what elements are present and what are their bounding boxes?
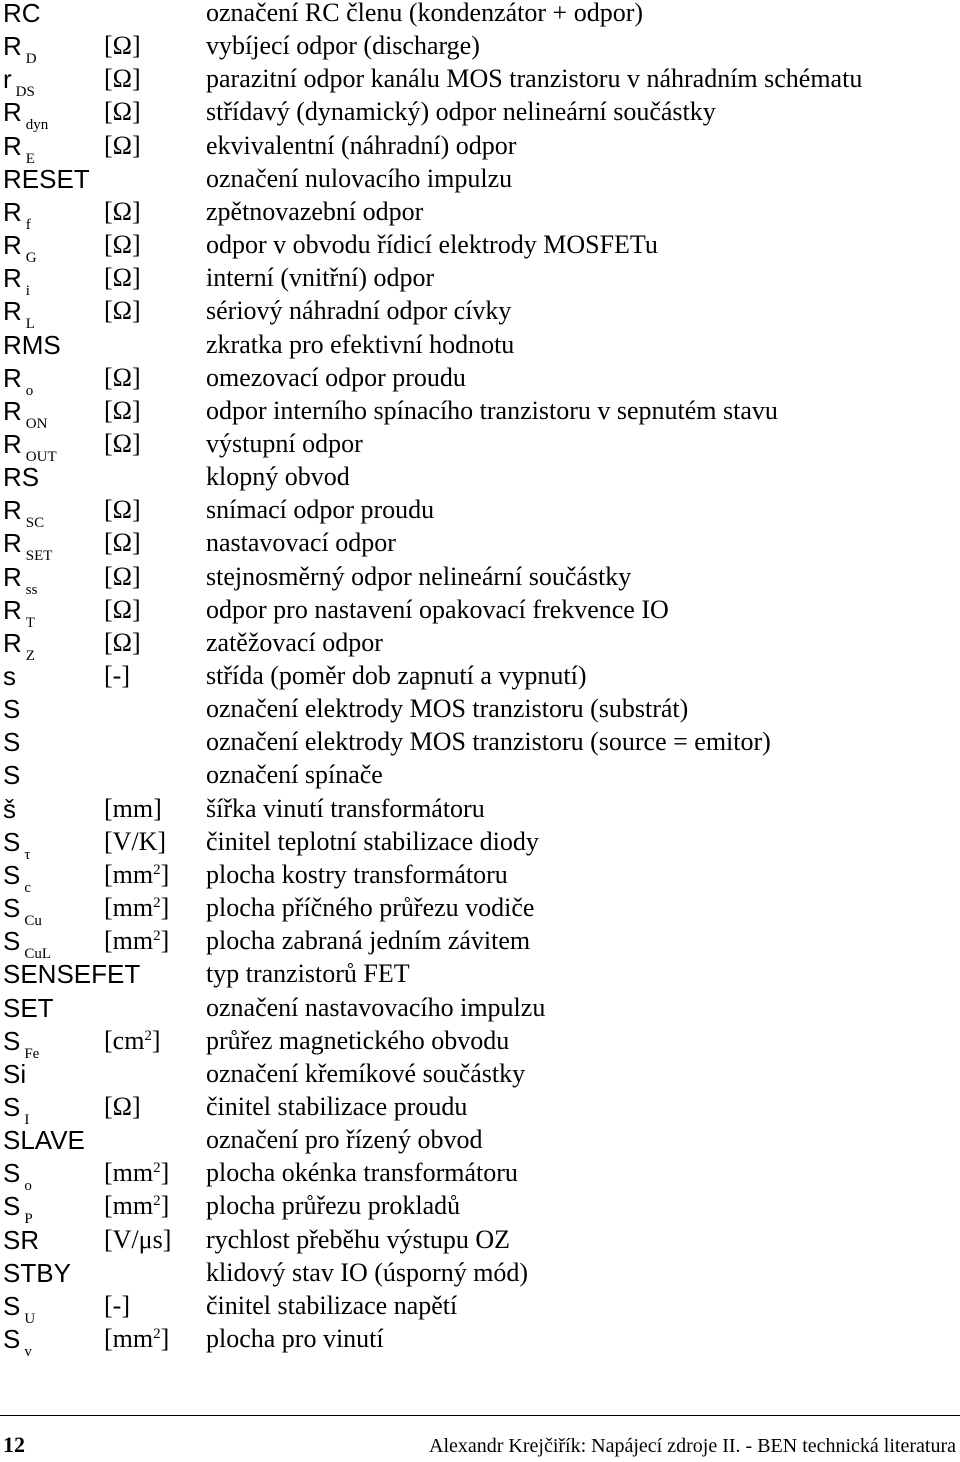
unit-text: [Ω] bbox=[104, 627, 141, 657]
symbol-letter: S bbox=[3, 859, 21, 890]
unit-text: [mm bbox=[104, 926, 154, 956]
symbol-row bbox=[0, 961, 960, 994]
unit bbox=[104, 232, 141, 258]
description: zpětnovazební odpor bbox=[206, 196, 424, 226]
symbol-subscript: SC bbox=[25, 515, 45, 532]
symbol-row bbox=[0, 298, 960, 331]
symbol-row bbox=[0, 992, 960, 1028]
unit-bracket-close: ] bbox=[160, 859, 170, 889]
symbol bbox=[3, 196, 31, 233]
unit bbox=[104, 594, 141, 624]
symbol-row bbox=[0, 99, 960, 132]
symbol bbox=[3, 97, 49, 134]
description: označení elektrody MOS tranzistoru (source = emitor) bbox=[206, 727, 771, 757]
unit bbox=[104, 1025, 161, 1058]
unit bbox=[104, 530, 141, 556]
symbol bbox=[3, 296, 35, 333]
symbol-row bbox=[0, 1160, 960, 1193]
description: stejnosměrný odpor nelineární součástky bbox=[206, 561, 632, 591]
unit-text: [Ω] bbox=[104, 130, 141, 160]
symbol-row bbox=[0, 130, 960, 167]
symbol-subscript: dyn bbox=[25, 117, 49, 134]
symbol-row bbox=[0, 895, 960, 928]
symbol bbox=[3, 1290, 36, 1327]
description: typ tranzistorů FET bbox=[206, 959, 410, 989]
symbol-row bbox=[0, 232, 960, 265]
footer-credit: Alexandr Krejčiřík: Napájecí zdroje II. - BEN technická literatura bbox=[429, 1435, 956, 1457]
unit-bracket-close: ] bbox=[160, 1158, 170, 1188]
symbol-letter: R bbox=[3, 130, 22, 161]
symbol-subscript: Z bbox=[25, 647, 35, 664]
unit bbox=[104, 428, 141, 458]
unit-superscript: 2 bbox=[153, 928, 161, 945]
description: interní (vnitřní) odpor bbox=[206, 263, 435, 293]
unit bbox=[104, 362, 141, 392]
symbol bbox=[3, 826, 31, 863]
symbol-letter: SLAVE bbox=[3, 1125, 85, 1156]
symbol-row bbox=[0, 1257, 960, 1293]
symbol-row bbox=[0, 0, 960, 33]
symbol-row bbox=[0, 1224, 960, 1260]
symbol-letter: S bbox=[3, 1091, 21, 1122]
unit-text: [V/K] bbox=[104, 826, 167, 856]
symbol-letter: RS bbox=[3, 462, 40, 493]
description: označení elektrody MOS tranzistoru (substrát) bbox=[206, 694, 689, 724]
description: plocha kostry transformátoru bbox=[206, 859, 508, 889]
description: průřez magnetického obvodu bbox=[206, 1025, 510, 1055]
unit-text: [Ω] bbox=[104, 428, 141, 458]
unit bbox=[104, 1160, 169, 1190]
description: odpor pro nastavení opakovací frekvence IO bbox=[206, 594, 669, 624]
symbol-letter: S bbox=[3, 826, 21, 857]
unit bbox=[104, 859, 170, 892]
symbol-row bbox=[0, 859, 960, 896]
unit-text: [cm bbox=[104, 1025, 145, 1055]
description: označení křemíkové součástky bbox=[206, 1058, 526, 1088]
description: odpor v obvodu řídicí elektrody MOSFETu bbox=[206, 230, 658, 260]
symbol-letter: RMS bbox=[3, 329, 61, 360]
description: označení RC členu (kondenzátor + odpor) bbox=[206, 0, 644, 27]
unit-text: [mm bbox=[104, 859, 154, 889]
unit-text: [Ω] bbox=[104, 561, 141, 591]
description: označení pro řízený obvod bbox=[206, 1125, 483, 1155]
symbol bbox=[3, 528, 53, 565]
unit-text: [Ω] bbox=[104, 263, 141, 293]
symbol-row bbox=[0, 1058, 960, 1094]
description: činitel stabilizace proudu bbox=[206, 1091, 468, 1121]
symbol-row bbox=[0, 530, 960, 563]
symbol bbox=[3, 1025, 40, 1062]
description: klidový stav IO (úsporný mód) bbox=[206, 1257, 529, 1287]
symbol-letter: s bbox=[3, 661, 16, 691]
description: označení spínače bbox=[206, 760, 383, 790]
unit-superscript: 2 bbox=[144, 1027, 152, 1044]
symbol-subscript: o bbox=[25, 382, 34, 399]
unit bbox=[104, 793, 162, 823]
symbol bbox=[3, 263, 30, 300]
unit-text: [mm] bbox=[104, 793, 162, 823]
symbol-row bbox=[0, 1326, 960, 1359]
symbol-subscript: CuL bbox=[24, 946, 52, 963]
symbol-row bbox=[0, 1127, 960, 1160]
unit-superscript: 2 bbox=[153, 861, 161, 878]
unit-bracket-close: ] bbox=[151, 1025, 161, 1055]
symbol bbox=[3, 395, 48, 432]
page-number: 12 bbox=[3, 1432, 25, 1457]
symbol-subscript: o bbox=[24, 1178, 32, 1195]
symbol-letter: RESET bbox=[3, 163, 90, 194]
unit-superscript: 2 bbox=[153, 1326, 161, 1342]
unit bbox=[104, 663, 130, 689]
unit bbox=[104, 395, 141, 425]
description: plocha průřezu prokladů bbox=[206, 1191, 461, 1221]
unit bbox=[104, 1091, 141, 1121]
unit-bracket-close: ] bbox=[160, 893, 170, 923]
symbol bbox=[3, 760, 21, 791]
symbol-letter: R bbox=[3, 528, 22, 559]
symbol-row bbox=[0, 762, 960, 795]
symbol bbox=[3, 462, 40, 493]
unit bbox=[104, 1326, 169, 1356]
symbol bbox=[3, 1257, 71, 1288]
unit bbox=[104, 1224, 172, 1254]
symbol-letter: R bbox=[3, 263, 22, 294]
symbol bbox=[3, 959, 141, 990]
unit-text: [Ω] bbox=[104, 362, 141, 392]
symbol-row bbox=[0, 395, 960, 432]
symbol-letter: S bbox=[3, 926, 21, 957]
description: plocha okénka transformátoru bbox=[206, 1158, 518, 1188]
symbol-row bbox=[0, 1025, 960, 1062]
unit-text: [-] bbox=[104, 661, 130, 690]
symbol-letter: R bbox=[3, 296, 22, 327]
unit-text: [mm bbox=[104, 1324, 154, 1353]
symbol bbox=[3, 1158, 32, 1195]
symbol-subscript: T bbox=[25, 614, 35, 631]
symbol-row bbox=[0, 464, 960, 497]
unit-superscript: 2 bbox=[153, 1193, 161, 1210]
symbol bbox=[3, 992, 54, 1023]
symbol-letter: S bbox=[3, 760, 21, 791]
symbol-letter: R bbox=[3, 362, 22, 393]
description: ekvivalentní (náhradní) odpor bbox=[206, 130, 517, 160]
symbol-letter: S bbox=[3, 1324, 21, 1354]
unit-text: [mm bbox=[104, 1191, 154, 1221]
symbol bbox=[3, 130, 35, 167]
symbol-letter: S bbox=[3, 1290, 21, 1321]
description: plocha zabraná jedním závitem bbox=[206, 926, 531, 956]
symbol-letter: SET bbox=[3, 992, 54, 1023]
unit bbox=[104, 497, 141, 523]
symbol-subscript: ss bbox=[25, 581, 38, 598]
symbol-subscript: DS bbox=[15, 84, 35, 101]
symbol bbox=[3, 362, 34, 399]
description: parazitní odpor kanálu MOS tranzistoru v náhradním schématu bbox=[206, 64, 863, 94]
description: snímací odpor proudu bbox=[206, 495, 435, 525]
unit-text: [Ω] bbox=[104, 296, 141, 326]
unit-text: [Ω] bbox=[104, 31, 141, 61]
symbol bbox=[3, 1191, 33, 1228]
symbol-letter: r bbox=[3, 64, 12, 95]
description: plocha pro vinutí bbox=[206, 1324, 384, 1353]
symbol-row bbox=[0, 627, 960, 664]
symbol-row bbox=[0, 329, 960, 365]
symbol-letter: R bbox=[3, 97, 22, 128]
symbol-subscript: c bbox=[24, 879, 32, 896]
symbol-row bbox=[0, 729, 960, 762]
unit-superscript: 2 bbox=[153, 895, 161, 912]
symbol-row bbox=[0, 66, 960, 99]
unit-text: [Ω] bbox=[104, 64, 141, 94]
symbol bbox=[3, 1224, 40, 1255]
symbol-letter: S bbox=[3, 727, 21, 758]
unit bbox=[104, 298, 141, 324]
symbol-subscript: E bbox=[25, 150, 35, 167]
symbol bbox=[3, 64, 35, 101]
unit bbox=[104, 1193, 169, 1223]
symbol-row bbox=[0, 428, 960, 465]
symbol-letter: R bbox=[3, 31, 22, 62]
symbol-row bbox=[0, 1290, 960, 1327]
symbol-subscript: ON bbox=[25, 415, 48, 432]
unit bbox=[104, 33, 141, 59]
description: označení nulovacího impulzu bbox=[206, 163, 513, 193]
symbol-letter: S bbox=[3, 893, 21, 924]
unit bbox=[104, 561, 141, 591]
unit-text: [Ω] bbox=[104, 196, 141, 226]
symbol-letter: S bbox=[3, 1191, 21, 1222]
symbol-subscript: i bbox=[25, 283, 30, 300]
description: zkratka pro efektivní hodnotu bbox=[206, 329, 515, 359]
symbol-letter: Si bbox=[3, 1058, 27, 1089]
unit-text: [mm bbox=[104, 893, 154, 923]
symbol-letter: R bbox=[3, 627, 22, 658]
symbol bbox=[3, 793, 16, 824]
description: činitel teplotní stabilizace diody bbox=[206, 826, 539, 856]
symbol-subscript: G bbox=[25, 250, 37, 267]
symbol bbox=[3, 561, 38, 598]
description: zatěžovací odpor bbox=[206, 627, 383, 657]
description: vybíjecí odpor (discharge) bbox=[206, 31, 480, 61]
symbol-letter: S bbox=[3, 694, 21, 725]
unit-text: [Ω] bbox=[104, 495, 141, 525]
symbol-row bbox=[0, 497, 960, 530]
symbol-letter: š bbox=[3, 793, 16, 824]
unit-bracket-close: ] bbox=[160, 1191, 170, 1221]
symbol-row bbox=[0, 826, 960, 863]
symbol bbox=[3, 893, 42, 930]
symbol-letter: S bbox=[3, 1158, 21, 1189]
symbol-letter: SENSEFET bbox=[3, 959, 141, 990]
unit-superscript: 2 bbox=[153, 1160, 161, 1177]
unit-text: [Ω] bbox=[104, 97, 141, 127]
symbol bbox=[3, 727, 21, 758]
unit-text: [Ω] bbox=[104, 1091, 141, 1121]
symbol-row bbox=[0, 663, 960, 696]
symbol bbox=[3, 495, 45, 532]
description: výstupní odpor bbox=[206, 428, 363, 458]
symbol-subscript: SET bbox=[25, 548, 53, 565]
symbol-row bbox=[0, 594, 960, 631]
symbol-subscript: P bbox=[24, 1211, 33, 1228]
symbol bbox=[3, 859, 32, 896]
unit bbox=[104, 895, 169, 925]
symbol-letter: S bbox=[3, 1025, 21, 1056]
unit-text: [Ω] bbox=[104, 594, 141, 624]
unit-text: [Ω] bbox=[104, 395, 141, 425]
symbol-row bbox=[0, 265, 960, 298]
unit bbox=[104, 928, 169, 958]
symbol-row bbox=[0, 1193, 960, 1226]
unit bbox=[104, 66, 141, 92]
symbol-subscript: D bbox=[25, 51, 37, 68]
description: plocha příčného průřezu vodiče bbox=[206, 893, 535, 923]
symbol-letter: R bbox=[3, 428, 22, 459]
symbol-subscript: OUT bbox=[25, 448, 57, 465]
description: omezovací odpor proudu bbox=[206, 362, 466, 392]
symbol bbox=[3, 926, 52, 963]
unit-text: [mm bbox=[104, 1158, 154, 1188]
symbol-letter: R bbox=[3, 561, 22, 592]
symbol bbox=[3, 329, 61, 360]
symbol-letter: R bbox=[3, 594, 22, 625]
symbol-subscript: Cu bbox=[24, 913, 42, 930]
symbol-row bbox=[0, 561, 960, 598]
description: šířka vinutí transformátoru bbox=[206, 793, 485, 823]
symbol-row bbox=[0, 928, 960, 961]
unit-text: [V/μs] bbox=[104, 1224, 172, 1254]
symbol-row bbox=[0, 33, 960, 66]
symbol bbox=[3, 230, 37, 267]
symbol bbox=[3, 1324, 32, 1360]
description: označení nastavovacího impulzu bbox=[206, 992, 546, 1022]
symbol-subscript: v bbox=[24, 1344, 32, 1360]
description: činitel stabilizace napětí bbox=[206, 1290, 458, 1320]
symbol bbox=[3, 694, 21, 725]
symbol bbox=[3, 627, 35, 664]
description: střídavý (dynamický) odpor nelineární součástky bbox=[206, 97, 716, 127]
symbol-row bbox=[0, 793, 960, 829]
symbol-letter: R bbox=[3, 230, 22, 261]
unit-bracket-close: ] bbox=[160, 926, 170, 956]
unit-bracket-close: ] bbox=[160, 1324, 170, 1353]
symbol bbox=[3, 663, 16, 689]
symbol-subscript: τ bbox=[24, 846, 31, 863]
description: nastavovací odpor bbox=[206, 528, 396, 558]
symbol-letter: R bbox=[3, 395, 22, 426]
symbol bbox=[3, 1058, 27, 1089]
symbol bbox=[3, 594, 35, 631]
description: rychlost přeběhu výstupu OZ bbox=[206, 1224, 511, 1254]
symbol bbox=[3, 1091, 30, 1128]
symbol-subscript: f bbox=[25, 216, 31, 233]
symbol bbox=[3, 0, 41, 26]
unit bbox=[104, 130, 141, 160]
unit bbox=[104, 99, 141, 125]
symbol-subscript: L bbox=[25, 316, 35, 333]
unit bbox=[104, 196, 141, 226]
symbol-row bbox=[0, 196, 960, 233]
unit-text: [Ω] bbox=[104, 528, 141, 558]
unit bbox=[104, 826, 167, 856]
symbol-subscript: Fe bbox=[24, 1045, 40, 1062]
unit bbox=[104, 265, 141, 291]
symbol-letter: R bbox=[3, 495, 22, 526]
symbol-letter: R bbox=[3, 196, 22, 227]
symbol-subscript: U bbox=[24, 1310, 36, 1327]
footer-rule bbox=[0, 1415, 960, 1416]
symbol bbox=[3, 31, 37, 68]
description: sériový náhradní odpor cívky bbox=[206, 296, 512, 326]
description: střída (poměr dob zapnutí a vypnutí) bbox=[206, 661, 587, 690]
symbol bbox=[3, 1125, 85, 1156]
unit bbox=[104, 627, 141, 657]
symbol-row bbox=[0, 696, 960, 729]
symbol-subscript: I bbox=[24, 1111, 30, 1128]
description: klopný obvod bbox=[206, 462, 350, 492]
symbol-row bbox=[0, 163, 960, 199]
unit-text: [Ω] bbox=[104, 230, 141, 260]
unit bbox=[104, 1290, 130, 1320]
symbol-row bbox=[0, 362, 960, 399]
symbol-letter: SR bbox=[3, 1224, 40, 1255]
symbol-letter: STBY bbox=[3, 1257, 71, 1288]
symbol-letter: RC bbox=[3, 0, 41, 28]
symbol-row bbox=[0, 1091, 960, 1128]
unit-text: [-] bbox=[104, 1290, 130, 1320]
symbol bbox=[3, 163, 90, 194]
description: odpor interního spínacího tranzistoru v sepnutém stavu bbox=[206, 395, 778, 425]
symbol bbox=[3, 428, 57, 465]
